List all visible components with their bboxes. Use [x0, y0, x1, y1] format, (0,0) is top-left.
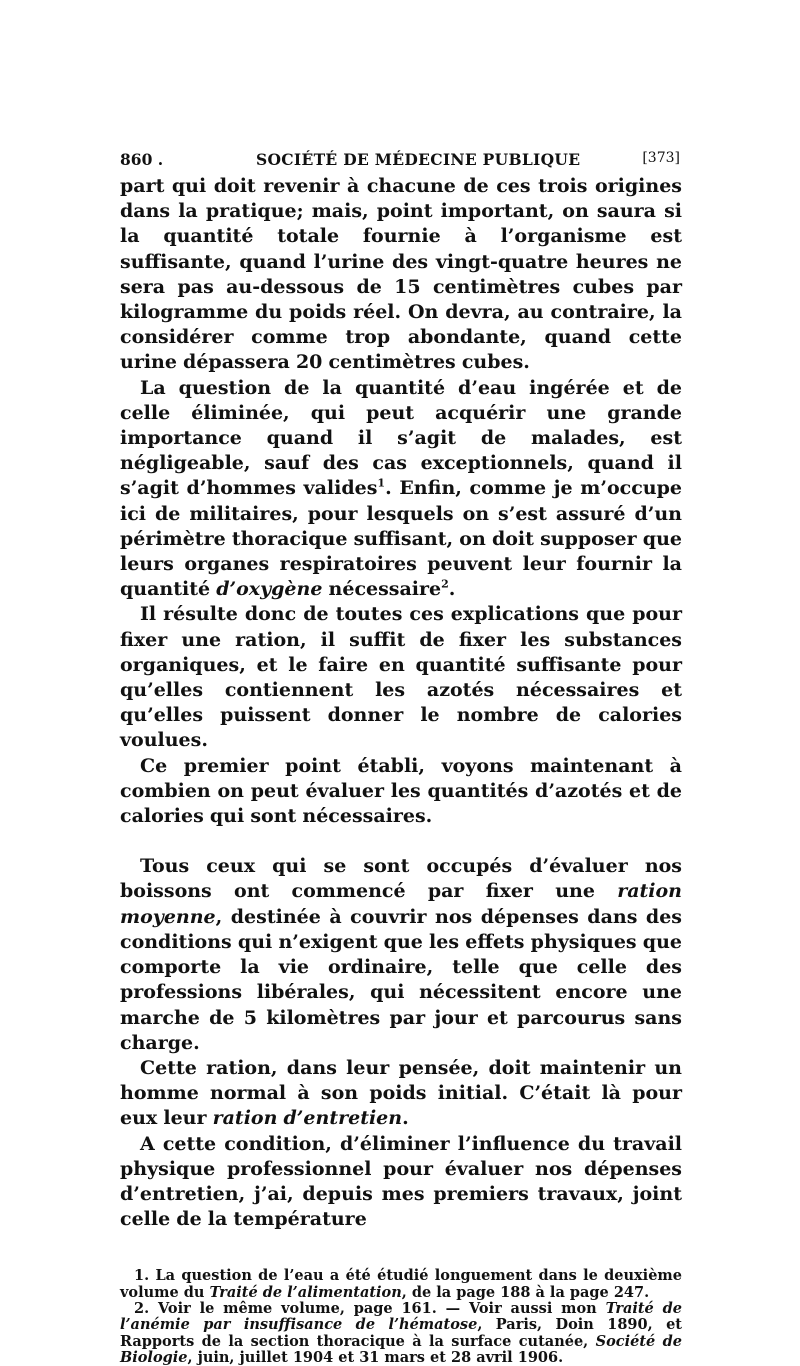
paragraph: La question de la quantité d’eau ingérée et de celle éliminée, qui peut acquérir une grande importance quand il s’agit de malades, est négligeable, sauf des cas exceptionnels, quand il s’agit d’hommes valides$^1$. Enfin, comme je m’occupe ici de militaires, pour lesquels on s’est assuré d’un périmètre thoracique suffisant, on doit supposer que leurs organes respiratoires peuvent leur fournir la quantité d’oxygène nécessaire$^2$.	[120, 376, 682, 601]
footnotes	[120, 1268, 682, 1366]
paragraph: Cette ration, dans leur pensée, doit maintenir un homme normal à son poids initial. C’était là pour eux leur ration d’entretien.	[120, 1056, 682, 1130]
section-break	[120, 829, 682, 854]
footnote-2: 2. Voir le même volume, page 161. — Voir aussi mon Traité de l’anémie par insuffisance de l’hématose, Paris, Doin 1890, et Rapports de la section thoracique à la surface cutanée, Société de Biologie, juin, juillet 1904 et 31 mars et 28 avril 1906.	[120, 1299, 683, 1366]
body-text	[120, 174, 682, 1232]
paragraph: Ce premier point établi, voyons maintenant à combien on peut évaluer les quantités d’azotés et de calories qui sont nécessaires.	[120, 754, 682, 828]
issue-number: [373]	[642, 150, 680, 166]
footnote-ref: 2	[441, 577, 449, 591]
book-page	[120, 146, 682, 1366]
journal-title: SOCIÉTÉ DE MÉDECINE PUBLIQUE	[256, 150, 581, 169]
paragraph: Il résulte donc de toutes ces explications que pour fixer une ration, il suffit de fixer les substances organiques, et le faire en quantité suffisante pour qu’elles contiennent les azotés nécessaires et qu’elles puissent donner le nombre de calories voulues.	[120, 603, 682, 752]
footnote-ref: 1	[377, 477, 386, 491]
paragraph: A cette condition, d’éliminer l’influence du travail physique professionnel pour évaluer nos dépenses d’entretien, j’ai, depuis mes premiers travaux, joint celle de la température	[120, 1132, 682, 1231]
page-number: 860 .	[120, 150, 164, 169]
paragraph: part qui doit revenir à chacune de ces trois origines dans la pratique; mais, point important, on saura si la quantité totale fournie à l’organisme est suffisante, quand l’urine des vingt-quatre heures ne sera pas au-dessous de 15 centimètres cubes par kilogramme du poids réel. On devra, au contraire, la considérer comme trop abondante, quand cette urine dépassera 20 centimètres cubes.	[120, 175, 682, 374]
paragraph: Tous ceux qui se sont occupés d’évaluer nos boissons ont commencé par fixer une ration moyenne, destinée à couvrir nos dépenses dans des conditions qui n’exigent que les effets physiques que comporte la vie ordinaire, telle que celle des professions libérales, qui nécessitent encore une marche de 5 kilomètres par jour et parcourus sans charge.	[120, 855, 682, 1054]
running-header	[120, 146, 682, 174]
footnote-1: 1. La question de l’eau a été étudié longuement dans le deuxième volume du Traité de l’alimentation, de la page 188 à la page 247.	[120, 1267, 682, 1301]
